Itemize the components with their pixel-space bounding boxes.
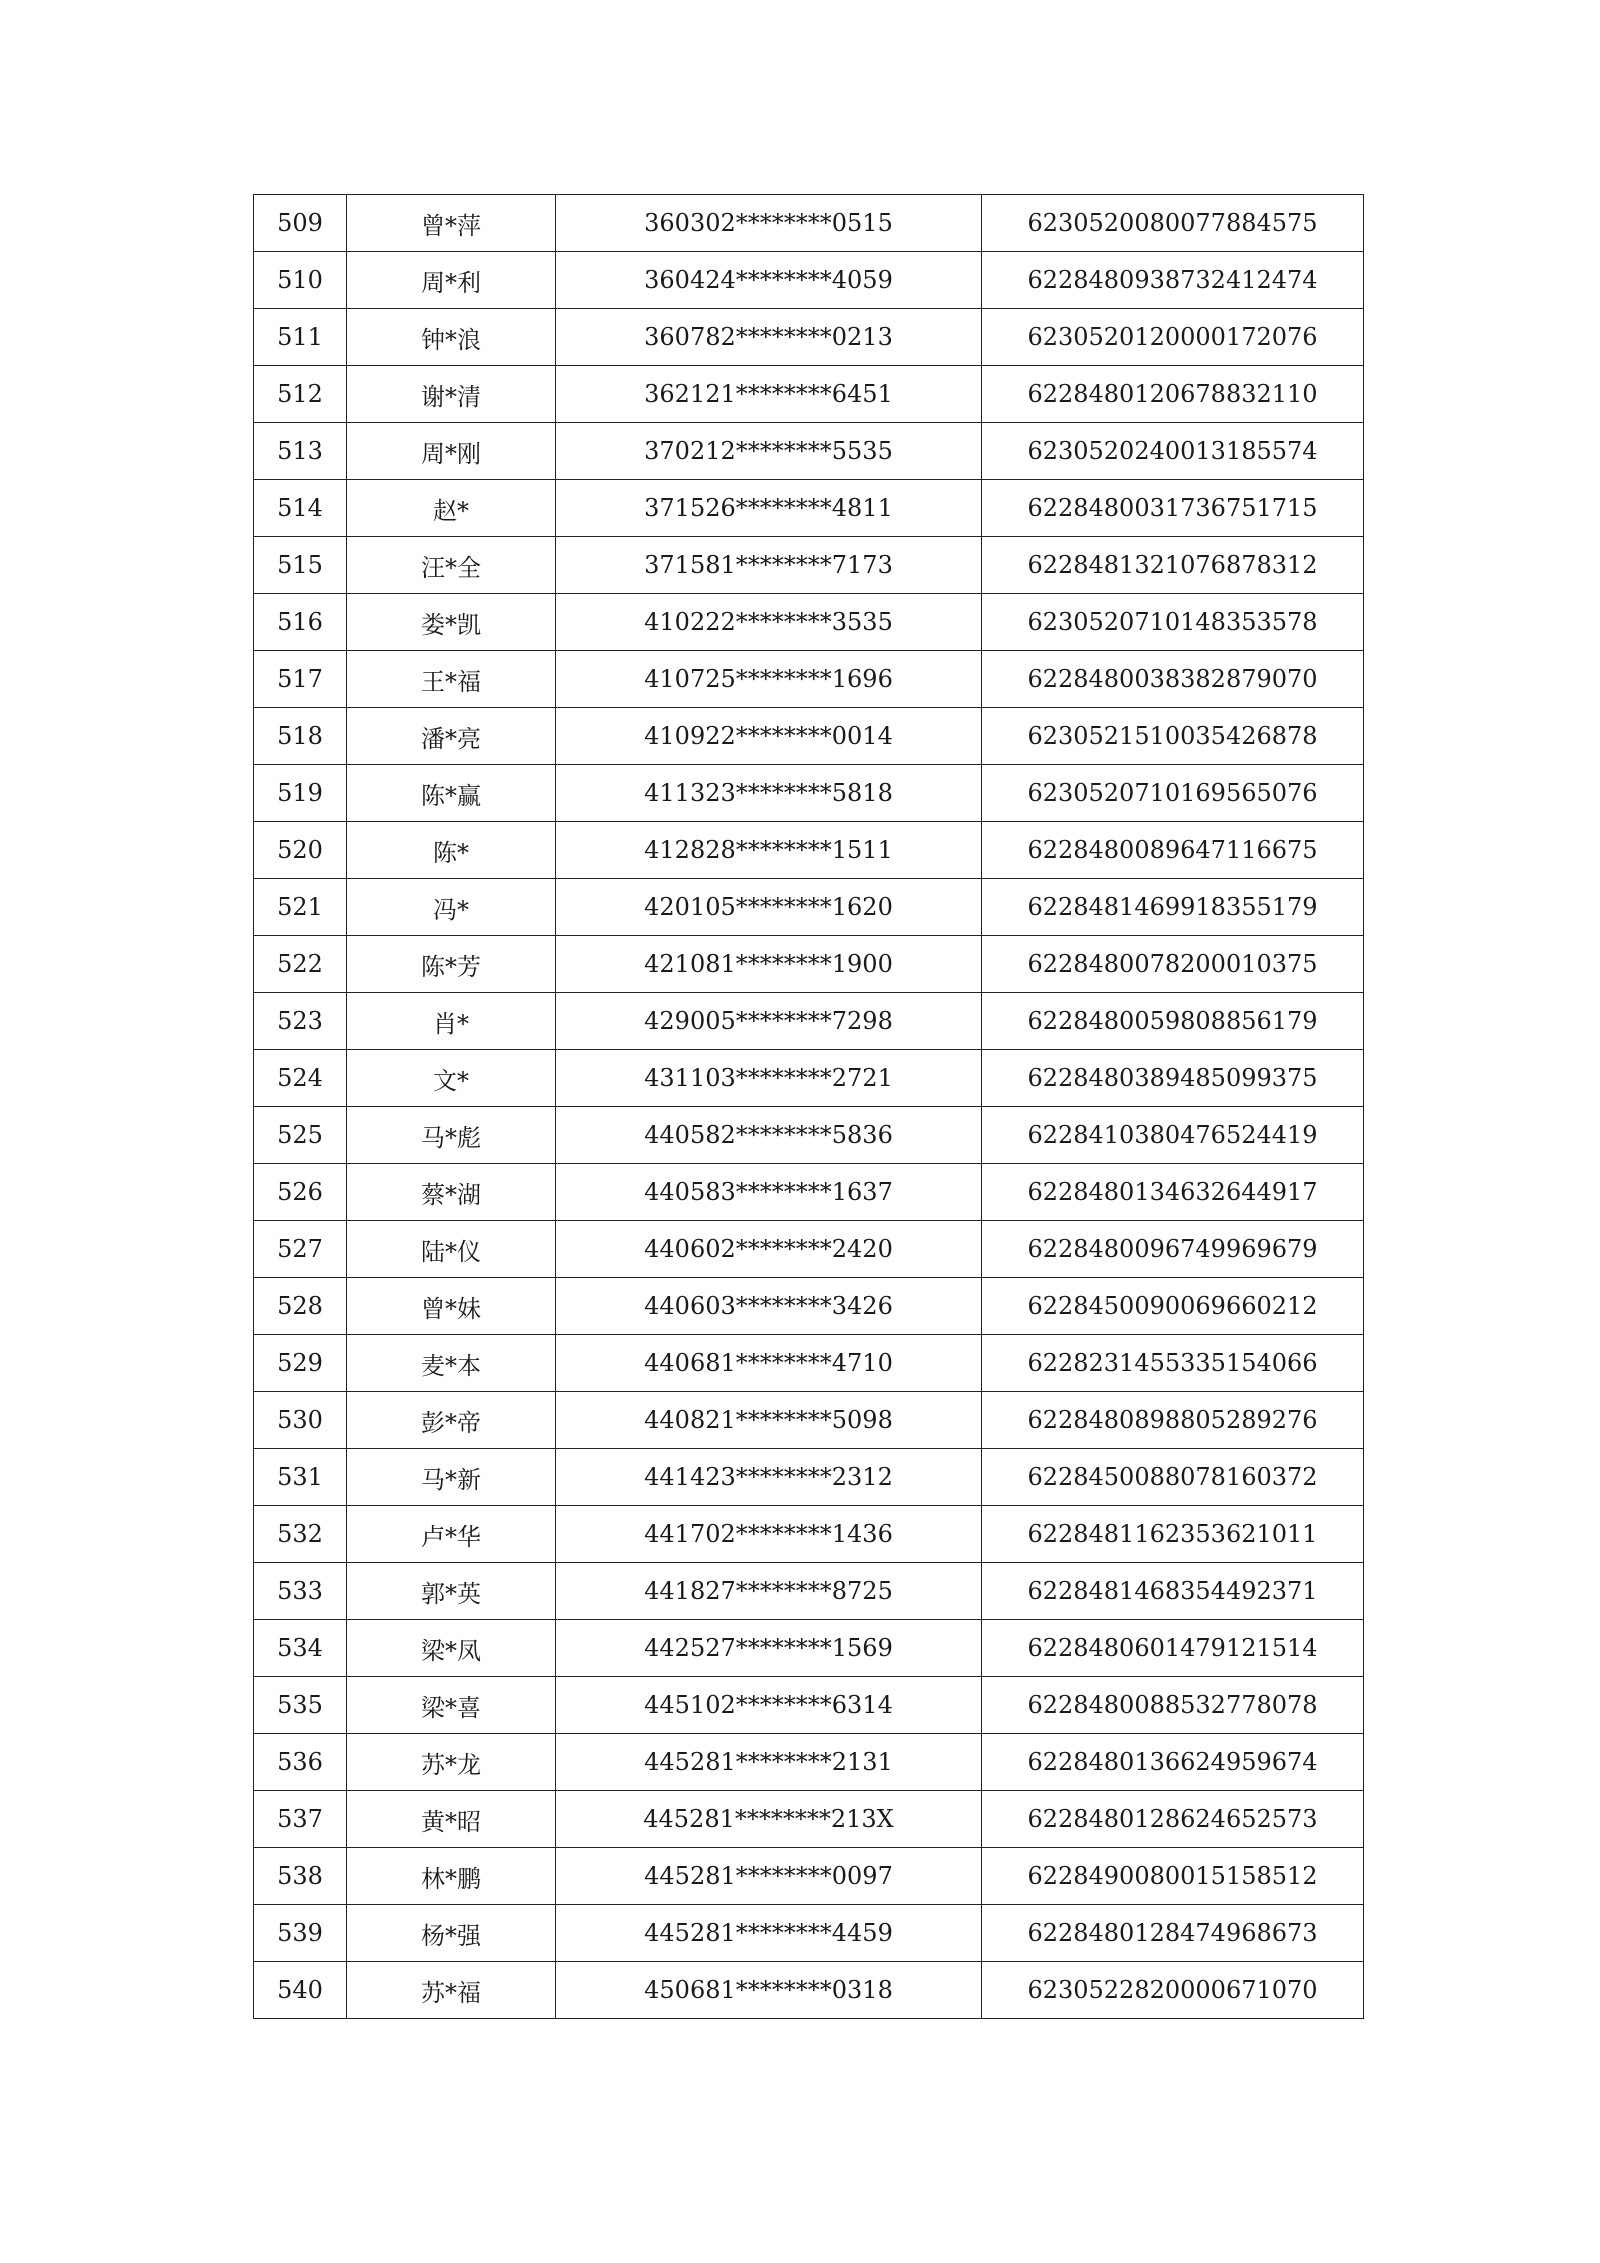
id-number-cell: 360424********4059	[556, 252, 982, 309]
id-number-cell: 441702********1436	[556, 1506, 982, 1563]
table-row	[254, 1050, 1364, 1107]
account-number-cell: 6228480128624652573	[982, 1791, 1364, 1848]
row-number-cell: 509	[254, 195, 347, 252]
name-cell: 曾*萍	[347, 195, 556, 252]
roster-table-body	[254, 195, 1364, 2019]
name-cell: 杨*强	[347, 1905, 556, 1962]
id-number-cell: 421081********1900	[556, 936, 982, 993]
row-number-cell: 514	[254, 480, 347, 537]
account-number-cell: 6228481162353621011	[982, 1506, 1364, 1563]
id-number-cell: 450681********0318	[556, 1962, 982, 2019]
row-number-cell: 531	[254, 1449, 347, 1506]
name-cell: 王*福	[347, 651, 556, 708]
id-number-cell: 370212********5535	[556, 423, 982, 480]
table-row	[254, 309, 1364, 366]
account-number-cell: 6228490080015158512	[982, 1848, 1364, 1905]
account-number-cell: 6228480898805289276	[982, 1392, 1364, 1449]
row-number-cell: 511	[254, 309, 347, 366]
row-number-cell: 518	[254, 708, 347, 765]
account-number-cell: 6230521510035426878	[982, 708, 1364, 765]
id-number-cell: 371526********4811	[556, 480, 982, 537]
name-cell: 马*新	[347, 1449, 556, 1506]
row-number-cell: 538	[254, 1848, 347, 1905]
id-number-cell: 445281********4459	[556, 1905, 982, 1962]
id-number-cell: 429005********7298	[556, 993, 982, 1050]
table-row	[254, 1620, 1364, 1677]
id-number-cell: 440821********5098	[556, 1392, 982, 1449]
table-row	[254, 1848, 1364, 1905]
row-number-cell: 520	[254, 822, 347, 879]
name-cell: 梁*喜	[347, 1677, 556, 1734]
table-row	[254, 252, 1364, 309]
table-row	[254, 1449, 1364, 1506]
id-number-cell: 445102********6314	[556, 1677, 982, 1734]
account-number-cell: 6228480089647116675	[982, 822, 1364, 879]
table-row	[254, 936, 1364, 993]
row-number-cell: 533	[254, 1563, 347, 1620]
id-number-cell: 360302********0515	[556, 195, 982, 252]
account-number-cell: 6228480120678832110	[982, 366, 1364, 423]
id-number-cell: 440603********3426	[556, 1278, 982, 1335]
name-cell: 周*刚	[347, 423, 556, 480]
row-number-cell: 510	[254, 252, 347, 309]
row-number-cell: 536	[254, 1734, 347, 1791]
table-row	[254, 1335, 1364, 1392]
table-row	[254, 765, 1364, 822]
row-number-cell: 530	[254, 1392, 347, 1449]
account-number-cell: 6230520710148353578	[982, 594, 1364, 651]
account-number-cell: 6228481468354492371	[982, 1563, 1364, 1620]
table-row	[254, 1677, 1364, 1734]
table-row	[254, 594, 1364, 651]
table-row	[254, 1278, 1364, 1335]
name-cell: 梁*凤	[347, 1620, 556, 1677]
row-number-cell: 517	[254, 651, 347, 708]
roster-table	[253, 194, 1364, 2019]
table-row	[254, 879, 1364, 936]
account-number-cell: 6228480136624959674	[982, 1734, 1364, 1791]
id-number-cell: 445281********0097	[556, 1848, 982, 1905]
name-cell: 苏*福	[347, 1962, 556, 2019]
table-row	[254, 366, 1364, 423]
account-number-cell: 6230522820000671070	[982, 1962, 1364, 2019]
name-cell: 潘*亮	[347, 708, 556, 765]
id-number-cell: 440583********1637	[556, 1164, 982, 1221]
account-number-cell: 6228231455335154066	[982, 1335, 1364, 1392]
table-row	[254, 708, 1364, 765]
id-number-cell: 362121********6451	[556, 366, 982, 423]
table-row	[254, 1791, 1364, 1848]
name-cell: 马*彪	[347, 1107, 556, 1164]
name-cell: 卢*华	[347, 1506, 556, 1563]
account-number-cell: 6228480938732412474	[982, 252, 1364, 309]
table-row	[254, 1962, 1364, 2019]
account-number-cell: 6228480601479121514	[982, 1620, 1364, 1677]
row-number-cell: 537	[254, 1791, 347, 1848]
table-row	[254, 1107, 1364, 1164]
id-number-cell: 410922********0014	[556, 708, 982, 765]
table-row	[254, 1734, 1364, 1791]
id-number-cell: 420105********1620	[556, 879, 982, 936]
row-number-cell: 534	[254, 1620, 347, 1677]
name-cell: 曾*妹	[347, 1278, 556, 1335]
id-number-cell: 440602********2420	[556, 1221, 982, 1278]
table-row	[254, 993, 1364, 1050]
account-number-cell: 6228480059808856179	[982, 993, 1364, 1050]
row-number-cell: 512	[254, 366, 347, 423]
account-number-cell: 6228480088532778078	[982, 1677, 1364, 1734]
account-number-cell: 6228480128474968673	[982, 1905, 1364, 1962]
name-cell: 郭*英	[347, 1563, 556, 1620]
name-cell: 林*鹏	[347, 1848, 556, 1905]
name-cell: 陈*	[347, 822, 556, 879]
row-number-cell: 539	[254, 1905, 347, 1962]
account-number-cell: 6228480096749969679	[982, 1221, 1364, 1278]
row-number-cell: 515	[254, 537, 347, 594]
row-number-cell: 524	[254, 1050, 347, 1107]
row-number-cell: 535	[254, 1677, 347, 1734]
table-row	[254, 423, 1364, 480]
row-number-cell: 519	[254, 765, 347, 822]
table-row	[254, 1221, 1364, 1278]
id-number-cell: 371581********7173	[556, 537, 982, 594]
name-cell: 麦*本	[347, 1335, 556, 1392]
name-cell: 陆*仪	[347, 1221, 556, 1278]
account-number-cell: 6228480078200010375	[982, 936, 1364, 993]
id-number-cell: 360782********0213	[556, 309, 982, 366]
name-cell: 钟*浪	[347, 309, 556, 366]
account-number-cell: 6228481469918355179	[982, 879, 1364, 936]
row-number-cell: 529	[254, 1335, 347, 1392]
table-row	[254, 1905, 1364, 1962]
id-number-cell: 410725********1696	[556, 651, 982, 708]
id-number-cell: 410222********3535	[556, 594, 982, 651]
name-cell: 彭*帝	[347, 1392, 556, 1449]
row-number-cell: 525	[254, 1107, 347, 1164]
name-cell: 苏*龙	[347, 1734, 556, 1791]
id-number-cell: 431103********2721	[556, 1050, 982, 1107]
row-number-cell: 516	[254, 594, 347, 651]
name-cell: 陈*赢	[347, 765, 556, 822]
name-cell: 周*利	[347, 252, 556, 309]
row-number-cell: 527	[254, 1221, 347, 1278]
name-cell: 文*	[347, 1050, 556, 1107]
row-number-cell: 522	[254, 936, 347, 993]
account-number-cell: 6228480134632644917	[982, 1164, 1364, 1221]
id-number-cell: 445281********213X	[556, 1791, 982, 1848]
account-number-cell: 6230520240013185574	[982, 423, 1364, 480]
account-number-cell: 6228480031736751715	[982, 480, 1364, 537]
table-row	[254, 651, 1364, 708]
account-number-cell: 6230520710169565076	[982, 765, 1364, 822]
name-cell: 娄*凯	[347, 594, 556, 651]
account-number-cell: 6228480038382879070	[982, 651, 1364, 708]
row-number-cell: 526	[254, 1164, 347, 1221]
id-number-cell: 442527********1569	[556, 1620, 982, 1677]
row-number-cell: 521	[254, 879, 347, 936]
name-cell: 蔡*湖	[347, 1164, 556, 1221]
id-number-cell: 441827********8725	[556, 1563, 982, 1620]
name-cell: 谢*清	[347, 366, 556, 423]
table-row	[254, 480, 1364, 537]
id-number-cell: 440582********5836	[556, 1107, 982, 1164]
id-number-cell: 440681********4710	[556, 1335, 982, 1392]
account-number-cell: 6228450088078160372	[982, 1449, 1364, 1506]
name-cell: 陈*芳	[347, 936, 556, 993]
name-cell: 冯*	[347, 879, 556, 936]
table-row	[254, 537, 1364, 594]
id-number-cell: 411323********5818	[556, 765, 982, 822]
row-number-cell: 532	[254, 1506, 347, 1563]
name-cell: 肖*	[347, 993, 556, 1050]
table-row	[254, 822, 1364, 879]
table-row	[254, 1563, 1364, 1620]
account-number-cell: 6228481321076878312	[982, 537, 1364, 594]
row-number-cell: 528	[254, 1278, 347, 1335]
account-number-cell: 6228480389485099375	[982, 1050, 1364, 1107]
id-number-cell: 441423********2312	[556, 1449, 982, 1506]
account-number-cell: 6228410380476524419	[982, 1107, 1364, 1164]
table-row	[254, 1392, 1364, 1449]
account-number-cell: 6230520120000172076	[982, 309, 1364, 366]
account-number-cell: 6228450090069660212	[982, 1278, 1364, 1335]
name-cell: 黄*昭	[347, 1791, 556, 1848]
account-number-cell: 6230520080077884575	[982, 195, 1364, 252]
row-number-cell: 540	[254, 1962, 347, 2019]
name-cell: 汪*全	[347, 537, 556, 594]
table-row	[254, 1164, 1364, 1221]
id-number-cell: 412828********1511	[556, 822, 982, 879]
table-row	[254, 195, 1364, 252]
name-cell: 赵*	[347, 480, 556, 537]
id-number-cell: 445281********2131	[556, 1734, 982, 1791]
table-row	[254, 1506, 1364, 1563]
row-number-cell: 513	[254, 423, 347, 480]
row-number-cell: 523	[254, 993, 347, 1050]
